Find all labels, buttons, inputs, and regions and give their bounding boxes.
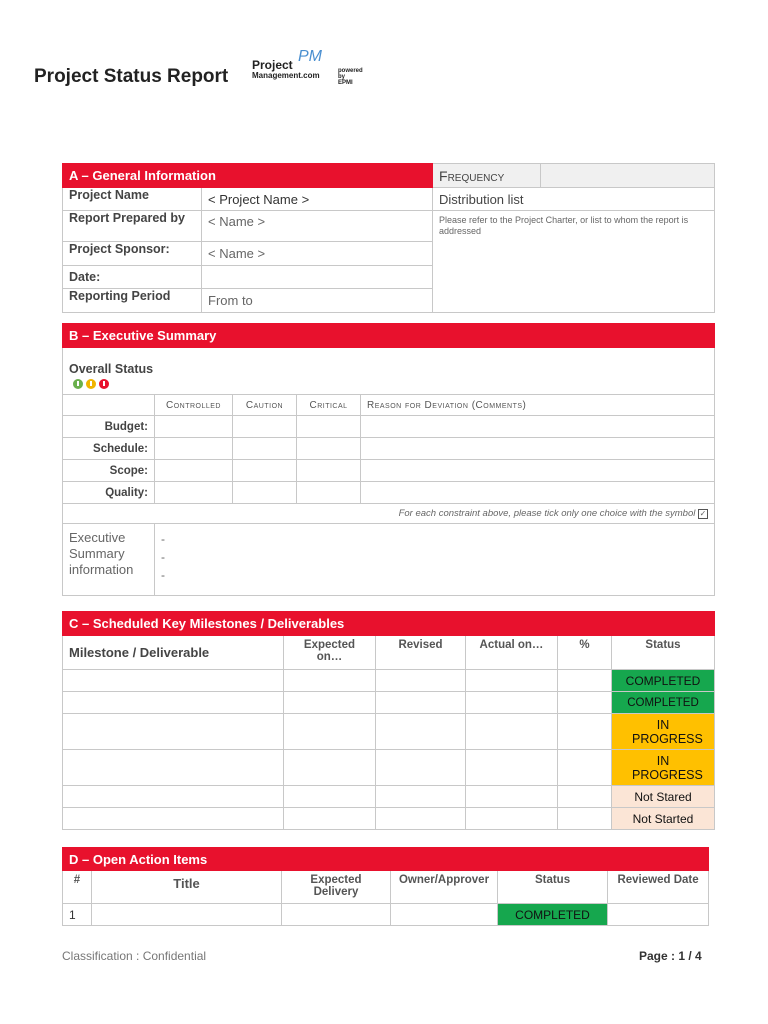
blank-header-cell xyxy=(63,395,155,416)
col-expected-on: Expected on… xyxy=(284,636,376,670)
col-milestone: Milestone / Deliverable xyxy=(63,636,284,670)
project-name-label: Project Name xyxy=(63,188,202,211)
col-owner-approver: Owner/Approver xyxy=(391,871,498,904)
scope-critical[interactable] xyxy=(297,460,361,482)
table-row xyxy=(63,670,715,692)
logo-line2: Management.com xyxy=(252,71,320,80)
col-critical: Critical xyxy=(297,395,361,416)
frequency-value[interactable] xyxy=(541,164,715,188)
section-c-heading: C – Scheduled Key Milestones / Deliverables xyxy=(63,612,715,636)
col-reason-for-deviation: Reason for Deviation (Comments) xyxy=(361,395,715,416)
table-row xyxy=(63,808,715,830)
status-badge: COMPLETED xyxy=(498,904,608,926)
section-c-milestones xyxy=(62,611,715,830)
report-prepared-by-field[interactable]: < Name > xyxy=(202,211,433,242)
col-caution: Caution xyxy=(233,395,297,416)
section-a-heading: A – General Information xyxy=(63,164,433,188)
distribution-list-note: Please refer to the Project Charter, or list to whom the report is addressed xyxy=(433,211,715,313)
project-management-logo xyxy=(252,48,362,88)
checkbox-icon: ✓ xyxy=(699,509,707,518)
col-controlled: Controlled xyxy=(155,395,233,416)
red-status-icon xyxy=(99,379,109,389)
quality-critical[interactable] xyxy=(297,482,361,504)
col-reviewed-date: Reviewed Date xyxy=(608,871,709,904)
table-row xyxy=(63,786,715,808)
page-title: Project Status Report xyxy=(34,66,229,87)
section-b-heading: B – Executive Summary xyxy=(63,324,715,348)
reporting-period-label: Reporting Period xyxy=(63,289,202,313)
logo-powered-by: powered by EPMI xyxy=(338,68,363,86)
date-label: Date: xyxy=(63,266,202,289)
logo-line1: Project xyxy=(252,58,293,72)
budget-reason[interactable] xyxy=(361,416,715,438)
exec-summary-field[interactable]: - - - xyxy=(155,524,715,596)
project-sponsor-label: Project Sponsor: xyxy=(63,242,202,266)
table-row xyxy=(63,904,709,926)
schedule-caution[interactable] xyxy=(233,438,297,460)
status-icons xyxy=(69,378,708,392)
budget-label: Budget: xyxy=(63,416,155,438)
schedule-reason[interactable] xyxy=(361,438,715,460)
budget-controlled[interactable] xyxy=(155,416,233,438)
col-percent: % xyxy=(558,636,612,670)
scope-reason[interactable] xyxy=(361,460,715,482)
page-number: Page : 1 / 4 xyxy=(639,949,702,963)
yellow-status-icon xyxy=(86,379,96,389)
overall-status-label: Overall Status xyxy=(69,362,154,376)
quality-controlled[interactable] xyxy=(155,482,233,504)
section-a-general-information xyxy=(62,163,715,313)
reporting-period-field[interactable]: From to xyxy=(202,289,433,313)
logo-pm: PM xyxy=(298,48,322,65)
classification-label: Classification : Confidential xyxy=(62,949,207,963)
project-sponsor-field[interactable]: < Name > xyxy=(202,242,433,266)
col-status: Status xyxy=(612,636,715,670)
budget-caution[interactable] xyxy=(233,416,297,438)
schedule-critical[interactable] xyxy=(297,438,361,460)
section-d-heading: D – Open Action Items xyxy=(63,848,608,871)
green-status-icon xyxy=(73,379,83,389)
quality-label: Quality: xyxy=(63,482,155,504)
col-expected-delivery: Expected Delivery xyxy=(282,871,391,904)
scope-caution[interactable] xyxy=(233,460,297,482)
schedule-controlled[interactable] xyxy=(155,438,233,460)
report-prepared-by-label: Report Prepared by xyxy=(63,211,202,242)
overall-status-cell xyxy=(63,348,715,395)
col-number: # xyxy=(63,871,92,904)
date-field[interactable] xyxy=(202,266,433,289)
row-number: 1 xyxy=(63,904,92,926)
col-status: Status xyxy=(498,871,608,904)
section-d-open-action-items xyxy=(62,847,709,926)
constraint-note: For each constraint above, please tick only one choice with the symbol ✓ xyxy=(63,504,715,524)
table-row xyxy=(63,714,715,750)
col-revised: Revised xyxy=(376,636,466,670)
section-d-heading-blank xyxy=(608,848,709,871)
table-row xyxy=(63,750,715,786)
section-b-executive-summary xyxy=(62,323,715,596)
schedule-label: Schedule: xyxy=(63,438,155,460)
quality-caution[interactable] xyxy=(233,482,297,504)
status-badge: IN PROGRESS xyxy=(612,714,715,750)
status-badge: COMPLETED xyxy=(612,670,715,692)
table-row xyxy=(63,692,715,714)
status-badge: COMPLETED xyxy=(612,692,715,714)
col-actual-on: Actual on… xyxy=(466,636,558,670)
status-badge: Not Stared xyxy=(612,786,715,808)
budget-critical[interactable] xyxy=(297,416,361,438)
col-title: Title xyxy=(92,871,282,904)
scope-controlled[interactable] xyxy=(155,460,233,482)
scope-label: Scope: xyxy=(63,460,155,482)
quality-reason[interactable] xyxy=(361,482,715,504)
exec-summary-label: Executive Summary information xyxy=(63,524,155,596)
status-badge: IN PROGRESS xyxy=(612,750,715,786)
frequency-label: Frequency xyxy=(433,164,541,188)
status-badge: Not Started xyxy=(612,808,715,830)
distribution-list-label: Distribution list xyxy=(433,188,715,211)
project-name-field[interactable]: < Project Name > xyxy=(202,188,433,211)
